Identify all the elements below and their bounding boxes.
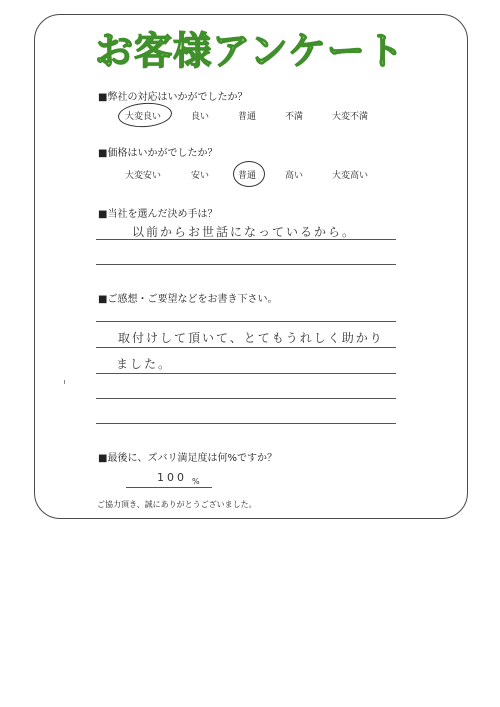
survey-title: お客様アンケート (95, 29, 405, 73)
service-option-good[interactable]: 良い (190, 112, 210, 122)
price-option-cheap[interactable]: 安い (190, 171, 210, 181)
service-option-very-good[interactable]: 大変良い (124, 112, 162, 122)
feedback-line-4 (96, 398, 396, 399)
service-option-normal[interactable]: 普通 (237, 112, 257, 122)
service-option-dissatisfied[interactable]: 不満 (284, 112, 304, 122)
feedback-line-3 (96, 373, 396, 374)
price-option-normal[interactable]: 普通 (237, 171, 257, 181)
thank-you-footer: ご協力頂き、誠にありがとうございました。 (97, 500, 257, 509)
price-option-very-cheap[interactable]: 大変安い (124, 171, 162, 181)
price-selected-circle (233, 161, 265, 187)
service-options (0, 109, 500, 123)
service-option-very-dissatisfied[interactable]: 大変不満 (331, 112, 369, 122)
question-feedback: ■ご感想・ご要望などをお書き下さい。 (98, 294, 278, 305)
feedback-answer-line-1[interactable]: 取付けして頂いて、とてもうれしく助かり (118, 331, 384, 345)
feedback-line-5 (96, 423, 396, 424)
question-service: ■弊社の対応はいかがでしたか？ (98, 92, 248, 103)
price-option-expensive[interactable]: 高い (284, 171, 304, 181)
feedback-line-2 (96, 347, 396, 348)
reason-line-2 (96, 264, 396, 265)
reason-line-1 (96, 239, 396, 240)
price-option-very-expensive[interactable]: 大変高い (331, 171, 369, 181)
reason-answer[interactable]: 以前からお世話になっているから。 (132, 225, 357, 239)
question-satisfaction: ■最後に、ズバリ満足度は何%ですか？ (98, 453, 277, 464)
feedback-answer-line-2[interactable]: ました。 (116, 357, 173, 371)
satisfaction-unit: % (192, 477, 200, 486)
feedback-line-1 (96, 321, 396, 322)
question-price: ■価格はいかがでしたか？ (98, 148, 218, 159)
satisfaction-answer[interactable]: 100 (157, 471, 187, 484)
scan-speck (64, 380, 65, 384)
question-reason: ■当社を選んだ決め手は？ (98, 209, 218, 220)
satisfaction-line (126, 487, 212, 488)
